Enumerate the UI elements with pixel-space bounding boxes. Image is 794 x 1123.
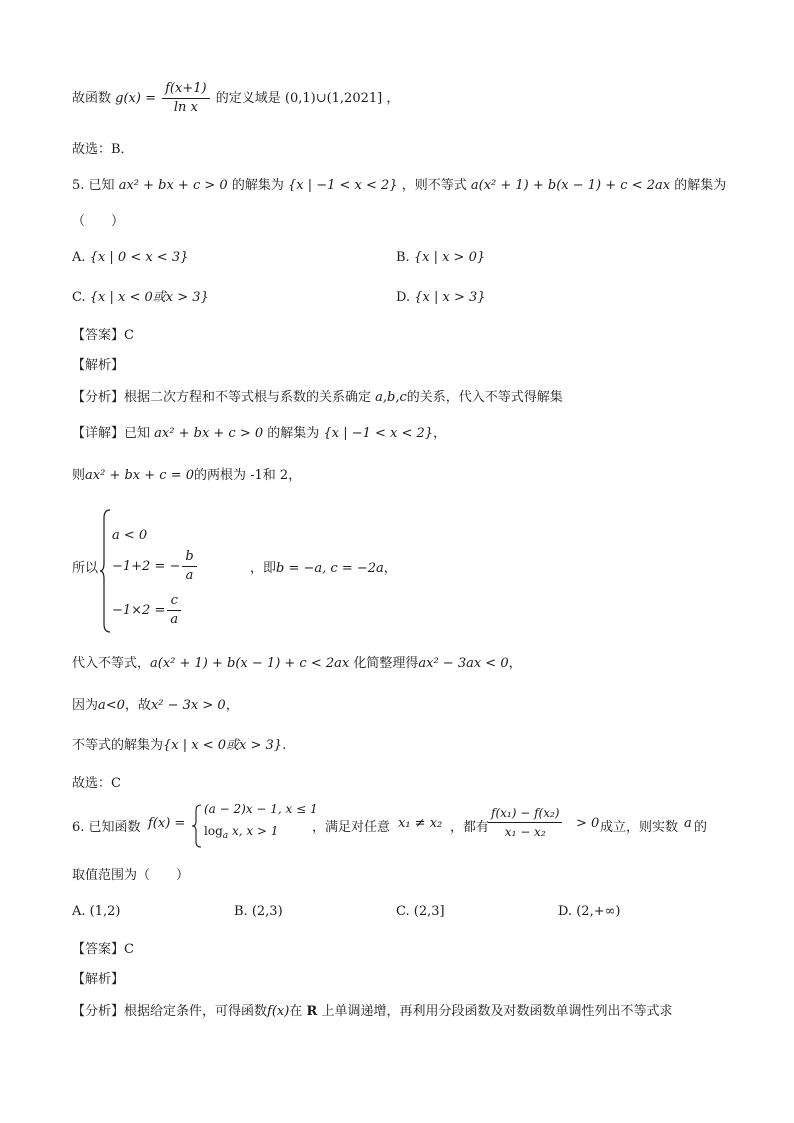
text: . <box>282 738 287 753</box>
option-label: D. <box>558 904 573 919</box>
math: c <box>167 592 181 611</box>
text: ， <box>383 561 397 576</box>
math: ax² + bx + c = 0 <box>85 468 194 483</box>
text: ， <box>508 656 522 671</box>
option-text: (2,+∞) <box>576 904 621 919</box>
math-r: R <box>306 1004 318 1019</box>
q6-analysis-tag: 【解析】 <box>72 972 125 987</box>
q6-number: 6. 已知函数 <box>72 820 141 835</box>
q5-option-a <box>72 248 188 268</box>
option-text: {x | x > 0} <box>413 250 486 265</box>
xiangjie-tag: 【详解】 <box>72 426 125 441</box>
q5-option-d <box>396 288 486 308</box>
text: 成立，则实数 <box>600 820 679 835</box>
option-label: B. <box>234 904 248 919</box>
q5-solution <box>72 736 286 756</box>
option-label: B. <box>396 250 410 265</box>
text: 化简整理得 <box>353 656 419 671</box>
q5-answer <box>72 326 134 346</box>
math: a <box>170 612 179 627</box>
math-fx: f(x) = <box>148 816 186 831</box>
answer-value: C <box>124 328 134 343</box>
math-domain: (0,1)∪(1,2021] <box>284 91 383 106</box>
math: x₁ − x₂ <box>504 825 546 839</box>
math: f(x₁) − f(x₂) <box>488 804 562 823</box>
text-prefix: 故函数 <box>72 91 112 106</box>
q6-option-b <box>234 902 283 922</box>
q5-stem <box>72 176 726 196</box>
q6-fenxi <box>72 1002 672 1022</box>
option-text: (2,3] <box>413 904 445 919</box>
q6-option-d <box>558 902 621 922</box>
text: 不等式的解集为 <box>72 738 164 753</box>
q5-option-b <box>396 248 485 268</box>
text: 在 <box>289 1004 303 1019</box>
option-text: (2,3) <box>251 904 283 919</box>
q5-xiangjie-2 <box>72 466 301 486</box>
math: a(x² + 1) + b(x − 1) + c < 2ax <box>150 656 350 671</box>
equation-system <box>72 508 432 634</box>
math-fraction <box>488 804 562 841</box>
math: b <box>182 548 196 567</box>
text: 代入不等式， <box>72 656 151 671</box>
text: 上单调递增，再利用分段函数及对数函数单调性列出不等式求 <box>321 1004 673 1019</box>
text: 根据给定条件，可得函数 <box>124 1004 268 1019</box>
text: 已知 <box>124 426 151 441</box>
math: {x | −1 < x < 2} <box>323 426 434 441</box>
math: {x | x < 0或x > 3} <box>163 738 283 753</box>
piece-2 <box>204 824 278 841</box>
math: x, x > 1 <box>228 824 279 838</box>
math: x² − 3x > 0 <box>150 698 226 713</box>
q5-because <box>72 696 239 716</box>
option-text: {x | x > 3} <box>414 290 486 305</box>
text: 则 <box>72 468 86 483</box>
text: 的关系，代入不等式得解集 <box>406 390 563 405</box>
q5-analysis-tag: 【解析】 <box>72 358 125 373</box>
math: x₁ ≠ x₂ <box>398 816 443 831</box>
text: ，即 <box>250 561 277 576</box>
math-inequality: a(x² + 1) + b(x − 1) + c < 2ax <box>470 178 671 193</box>
option-label: A. <box>72 250 86 265</box>
q5-xiangjie-1 <box>72 424 446 444</box>
text: ，则不等式 <box>401 178 467 193</box>
math-g-lhs: g(x) = <box>115 91 156 106</box>
q6-line2: 取值范围为（ ） <box>72 868 190 883</box>
sys-tail <box>250 559 397 579</box>
text: ，故 <box>124 698 151 713</box>
answer-tag: 【答案】 <box>72 328 125 343</box>
sys-row-3 <box>112 592 183 629</box>
math-fraction <box>182 548 196 585</box>
math: b = −a, c = −2a <box>276 561 384 576</box>
math: > 0 <box>576 816 600 831</box>
sys-row-2 <box>112 548 199 585</box>
math: a <box>222 831 229 841</box>
text: 的解集为 <box>231 178 284 193</box>
math-poly: ax² + bx + c > 0 <box>118 178 228 193</box>
option-label: D. <box>396 290 411 305</box>
q5-choice: 故选：C <box>72 776 121 791</box>
text: 根据二次方程和不等式根与系数的关系确定 <box>124 390 372 405</box>
math: f(x) <box>267 1004 290 1019</box>
option-text: (1,2) <box>89 904 121 919</box>
option-text: {x | 0 < x < 3} <box>89 250 189 265</box>
text: 的 <box>694 820 708 835</box>
q6-option-c <box>396 902 445 922</box>
q5-paren: （ ） <box>72 214 125 229</box>
left-brace-icon <box>100 508 112 634</box>
text-suffix: 的定义域是 <box>215 91 281 106</box>
q6-option-a <box>72 902 121 922</box>
answer-value: C <box>124 942 134 957</box>
math-abc: a,b,c <box>375 390 407 405</box>
math-fraction <box>162 80 209 117</box>
fenxi-tag: 【分析】 <box>72 390 125 405</box>
math: a<0 <box>98 698 125 713</box>
option-text: {x | x < 0或x > 3} <box>89 290 209 305</box>
q5-number: 5. 已知 <box>72 178 115 193</box>
text: 的解集为 <box>674 178 727 193</box>
fraction-denominator: ln x <box>173 100 198 115</box>
q5-fenxi <box>72 388 563 408</box>
text: 的两根为 -1和 2， <box>194 468 302 483</box>
math-set: {x | −1 < x < 2} <box>287 178 398 193</box>
text-end: ， <box>386 91 400 106</box>
piece-1: (a − 2)x − 1, x ≤ 1 <box>204 802 318 816</box>
math: a <box>684 816 692 831</box>
text: ，都有 <box>450 820 490 835</box>
choice-b-line: 故选：B． <box>72 142 134 157</box>
fraction-numerator: f(x+1) <box>162 80 209 99</box>
math-fraction <box>167 592 181 629</box>
math: −1×2 = <box>112 603 166 618</box>
q6-stem <box>72 802 722 850</box>
option-label: C. <box>72 290 86 305</box>
text: ， <box>433 426 447 441</box>
option-label: A. <box>72 904 86 919</box>
text: 的解集为 <box>267 426 320 441</box>
sys-label: 所以 <box>72 561 99 576</box>
math: log <box>204 824 223 838</box>
option-label: C. <box>396 904 410 919</box>
math: −1+2 = − <box>112 559 181 574</box>
q6-answer <box>72 940 134 960</box>
math: ax² + bx + c > 0 <box>154 426 264 441</box>
answer-tag: 【答案】 <box>72 942 125 957</box>
text: 因为 <box>72 698 99 713</box>
math: a <box>185 568 194 583</box>
left-brace-icon <box>192 804 202 848</box>
sys-row-1: a < 0 <box>112 528 148 543</box>
text: ，满足对任意 <box>312 820 391 835</box>
q5-option-c <box>72 288 209 308</box>
q5-substitute <box>72 654 522 674</box>
domain-conclusion-line <box>72 80 399 117</box>
math: ax² − 3ax < 0 <box>418 656 509 671</box>
fenxi-tag: 【分析】 <box>72 1004 125 1019</box>
text: ， <box>225 698 239 713</box>
